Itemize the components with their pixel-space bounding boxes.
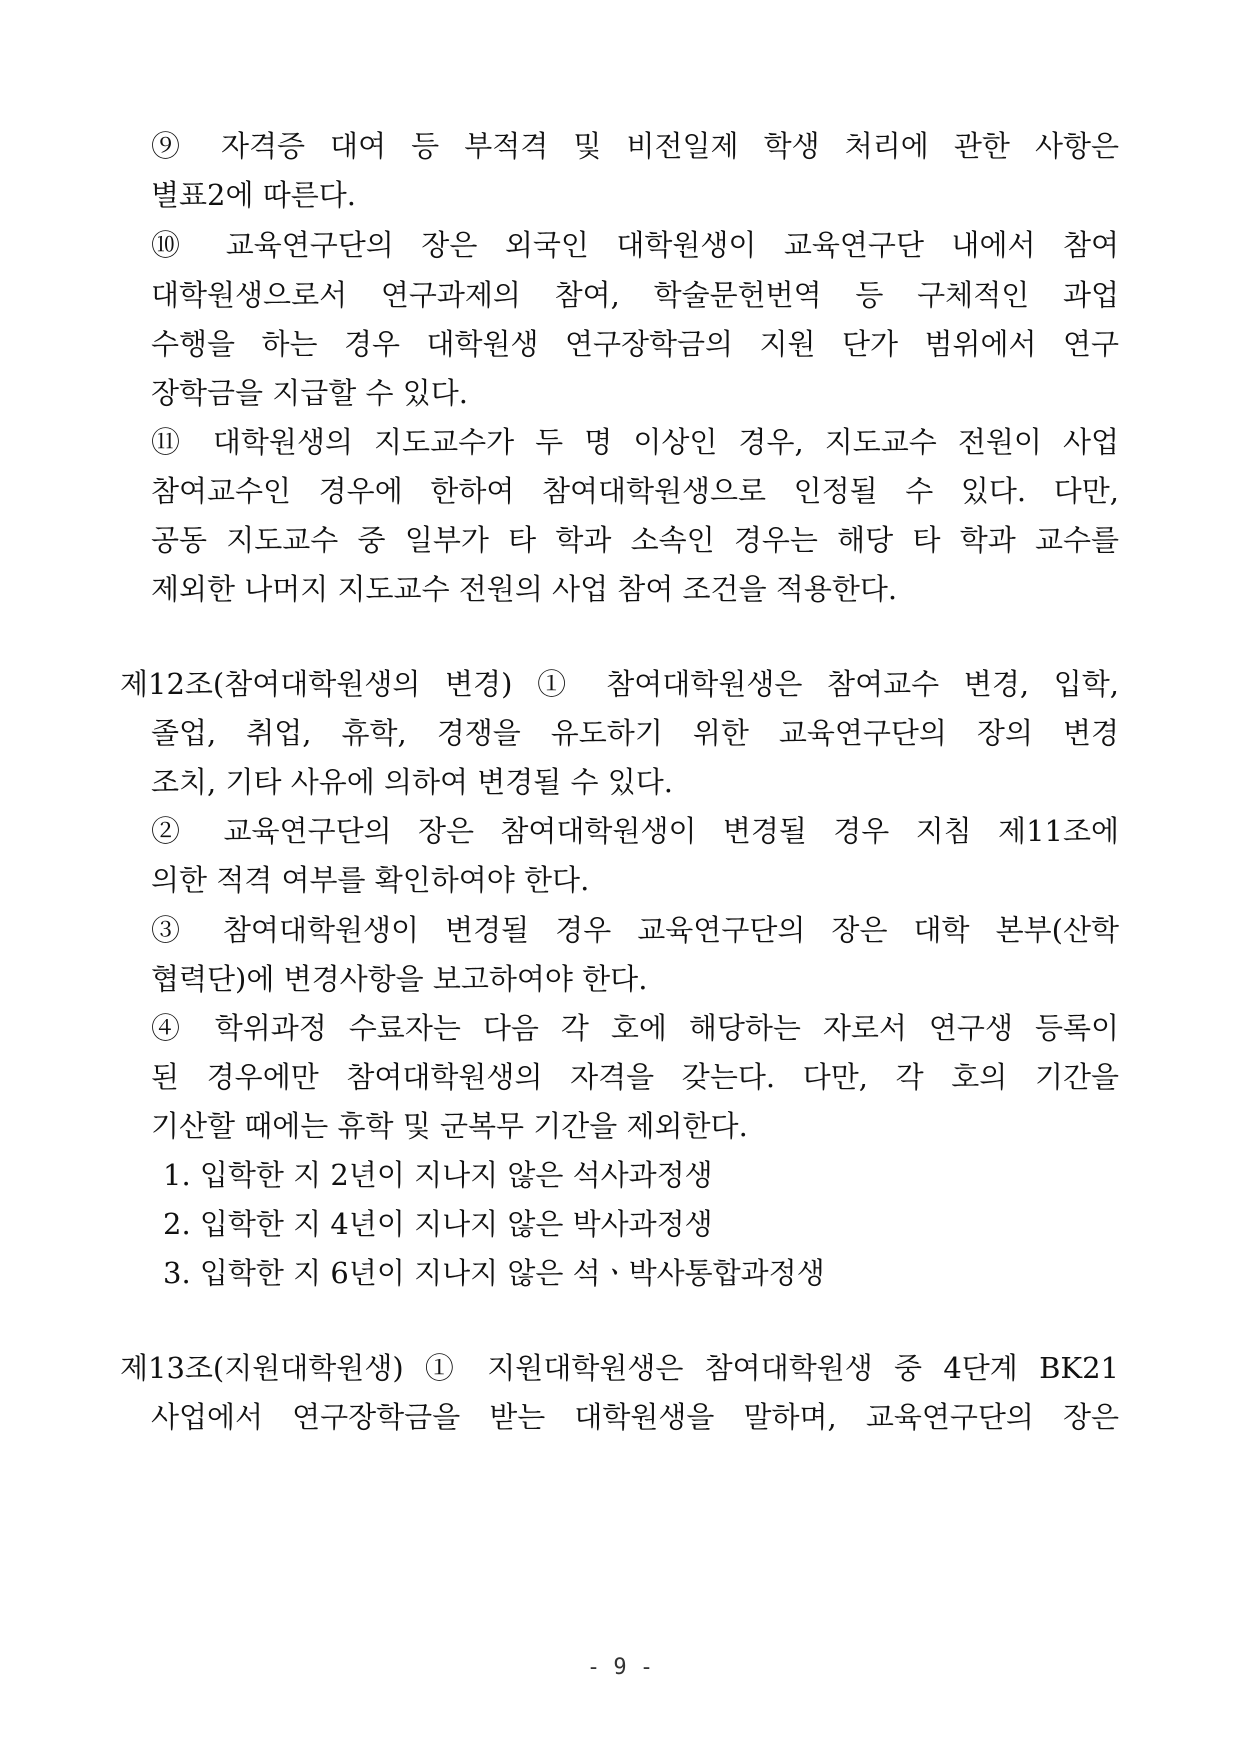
paragraph-11-line-2: 참여교수인 경우에 한하여 참여대학원생으로 인정될 수 있다. 다만, xyxy=(151,474,1119,508)
paragraph-11-line-1: ⑪ 대학원생의 지도교수가 두 명 이상인 경우, 지도교수 전원이 사업 xyxy=(151,425,1119,459)
article-13-first-line: 제13조(지원대학원생) ① 지원대학원생은 참여대학원생 중 4단계 BK21 xyxy=(120,1351,1119,1385)
paragraph-10-line-3: 수행을 하는 경우 대학원생 연구장학금의 지원 단가 범위에서 연구 xyxy=(151,327,1119,361)
paragraph-10-line-4: 장학금을 지급할 수 있다. xyxy=(151,376,469,410)
paragraph-9-line-1: ⑨ 자격증 대여 등 부적격 및 비전일제 학생 처리에 관한 사항은 xyxy=(151,129,1119,163)
list-item-1: 1. 입학한 지 2년이 지나지 않은 석사과정생 xyxy=(163,1158,713,1192)
paragraph-2-line-1: ② 교육연구단의 장은 참여대학원생이 변경될 경우 지침 제11조에 xyxy=(151,814,1119,848)
paragraph-11-line-4: 제외한 나머지 지도교수 전원의 사업 참여 조건을 적용한다. xyxy=(151,572,898,606)
list-item-2: 2. 입학한 지 4년이 지나지 않은 박사과정생 xyxy=(163,1207,713,1241)
paragraph-4-line-3: 기산할 때에는 휴학 및 군복무 기간을 제외한다. xyxy=(151,1109,748,1143)
paragraph-10-line-1: ⑩ 교육연구단의 장은 외국인 대학원생이 교육연구단 내에서 참여 xyxy=(151,228,1119,262)
article-12-cont-line-2: 조치, 기타 사유에 의하여 변경될 수 있다. xyxy=(151,765,673,799)
paragraph-3-line-2: 협력단)에 변경사항을 보고하여야 한다. xyxy=(151,962,648,996)
article-12-cont-line-1: 졸업, 취업, 휴학, 경쟁을 유도하기 위한 교육연구단의 장의 변경 xyxy=(151,716,1119,750)
paragraph-4-line-1: ④ 학위과정 수료자는 다음 각 호에 해당하는 자로서 연구생 등록이 xyxy=(151,1011,1119,1045)
paragraph-4-line-2: 된 경우에만 참여대학원생의 자격을 갖는다. 다만, 각 호의 기간을 xyxy=(151,1060,1119,1094)
paragraph-10-line-2: 대학원생으로서 연구과제의 참여, 학술문헌번역 등 구체적인 과업 xyxy=(151,278,1119,312)
paragraph-9-line-2: 별표2에 따른다. xyxy=(151,178,356,212)
paragraph-11-line-3: 공동 지도교수 중 일부가 타 학과 소속인 경우는 해당 타 학과 교수를 xyxy=(151,523,1119,557)
article-13-cont-line-1: 사업에서 연구장학금을 받는 대학원생을 말하며, 교육연구단의 장은 xyxy=(151,1400,1119,1434)
paragraph-2-line-2: 의한 적격 여부를 확인하여야 한다. xyxy=(151,863,590,897)
article-12-first-line: 제12조(참여대학원생의 변경) ① 참여대학원생은 참여교수 변경, 입학, xyxy=(120,667,1119,701)
list-item-3: 3. 입학한 지 6년이 지나지 않은 석ㆍ박사통합과정생 xyxy=(163,1256,825,1290)
paragraph-3-line-1: ③ 참여대학원생이 변경될 경우 교육연구단의 장은 대학 본부(산학 xyxy=(151,913,1119,947)
page-number: - 9 - xyxy=(586,1655,654,1680)
